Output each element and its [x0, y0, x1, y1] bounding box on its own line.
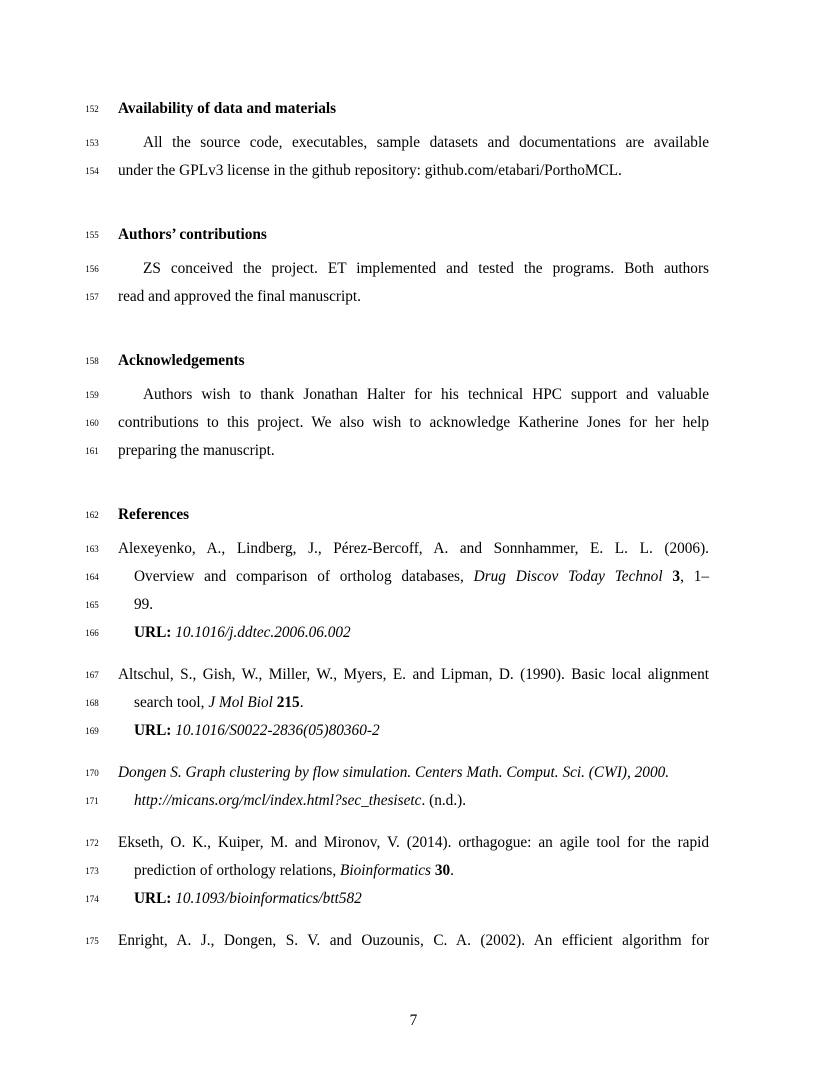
reference-url-line: URL: 10.1093/bioinformatics/btt582	[134, 890, 362, 907]
line-number: 154	[85, 166, 99, 176]
reference-url-link[interactable]: http://micans.org/mcl/index.html?sec_thesisetc	[134, 792, 422, 809]
reference-line: Ekseth, O. K., Kuiper, M. and Mironov, V. (2014). orthagogue: an agile tool for the rapid	[118, 834, 709, 851]
reference-line: Altschul, S., Gish, W., Miller, W., Myers, E. and Lipman, D. (1990). Basic local alignment	[118, 666, 709, 683]
reference-line: 99.	[134, 596, 154, 613]
reference-line: http://micans.org/mcl/index.html?sec_thesisetc. (n.d.).	[134, 792, 467, 809]
reference-url-line: URL: 10.1016/S0022-2836(05)80360-2	[134, 722, 380, 739]
line-number: 175	[85, 936, 99, 946]
line-number: 155	[85, 230, 99, 240]
line-number: 165	[85, 600, 99, 610]
reference-url-link[interactable]: 10.1016/S0022-2836(05)80360-2	[175, 722, 380, 739]
reference-url-link[interactable]: 10.1016/j.ddtec.2006.06.002	[175, 624, 351, 641]
reference-line: Dongen S. Graph clustering by flow simulation. Centers Math. Comput. Sci. (CWI), 2000.	[118, 764, 670, 781]
section-heading-references: References	[118, 506, 190, 523]
line-number: 170	[85, 768, 99, 778]
line-number: 162	[85, 510, 99, 520]
line-number: 164	[85, 572, 99, 582]
acknowledgements-text-line: preparing the manuscript.	[118, 442, 275, 459]
acknowledgements-text-line: contributions to this project. We also wish to acknowledge Katherine Jones for her help	[118, 414, 709, 431]
reference-line: Enright, A. J., Dongen, S. V. and Ouzounis, C. A. (2002). An efficient algorithm for	[118, 932, 709, 949]
contributions-text-line: ZS conceived the project. ET implemented and tested the programs. Both authors	[143, 260, 709, 277]
section-heading-acknowledgements: Acknowledgements	[118, 352, 245, 369]
line-number: 161	[85, 446, 99, 456]
section-heading-availability: Availability of data and materials	[118, 100, 337, 117]
reference-line: search tool, J Mol Biol 215.	[134, 694, 304, 711]
section-heading-contributions: Authors’ contributions	[118, 226, 267, 243]
reference-url-line: URL: 10.1016/j.ddtec.2006.06.002	[134, 624, 351, 641]
availability-text-line: All the source code, executables, sample datasets and documentations are available	[143, 134, 709, 151]
availability-text-line: under the GPLv3 license in the github repository: github.com/etabari/PorthoMCL.	[118, 162, 622, 179]
line-number: 159	[85, 390, 99, 400]
reference-line: Alexeyenko, A., Lindberg, J., Pérez-Bercoff, A. and Sonnhammer, E. L. L. (2006).	[118, 540, 709, 557]
line-number: 158	[85, 356, 99, 366]
line-number: 172	[85, 838, 99, 848]
line-number: 171	[85, 796, 99, 806]
line-number: 169	[85, 726, 99, 736]
reference-line: prediction of orthology relations, Bioinformatics 30.	[134, 862, 454, 879]
acknowledgements-text-line: Authors wish to thank Jonathan Halter for his technical HPC support and valuable	[143, 386, 709, 403]
line-number: 166	[85, 628, 99, 638]
line-number: 153	[85, 138, 99, 148]
line-number: 173	[85, 866, 99, 876]
line-number: 163	[85, 544, 99, 554]
line-number: 152	[85, 104, 99, 114]
line-number: 160	[85, 418, 99, 428]
line-number: 156	[85, 264, 99, 274]
line-number: 157	[85, 292, 99, 302]
line-number: 174	[85, 894, 99, 904]
page-number: 7	[409, 1012, 418, 1029]
line-number: 167	[85, 670, 99, 680]
line-number: 168	[85, 698, 99, 708]
reference-url-link[interactable]: 10.1093/bioinformatics/btt582	[175, 890, 362, 907]
reference-line: Overview and comparison of ortholog databases, Drug Discov Today Technol 3, 1–	[134, 568, 709, 585]
contributions-text-line: read and approved the final manuscript.	[118, 288, 361, 305]
